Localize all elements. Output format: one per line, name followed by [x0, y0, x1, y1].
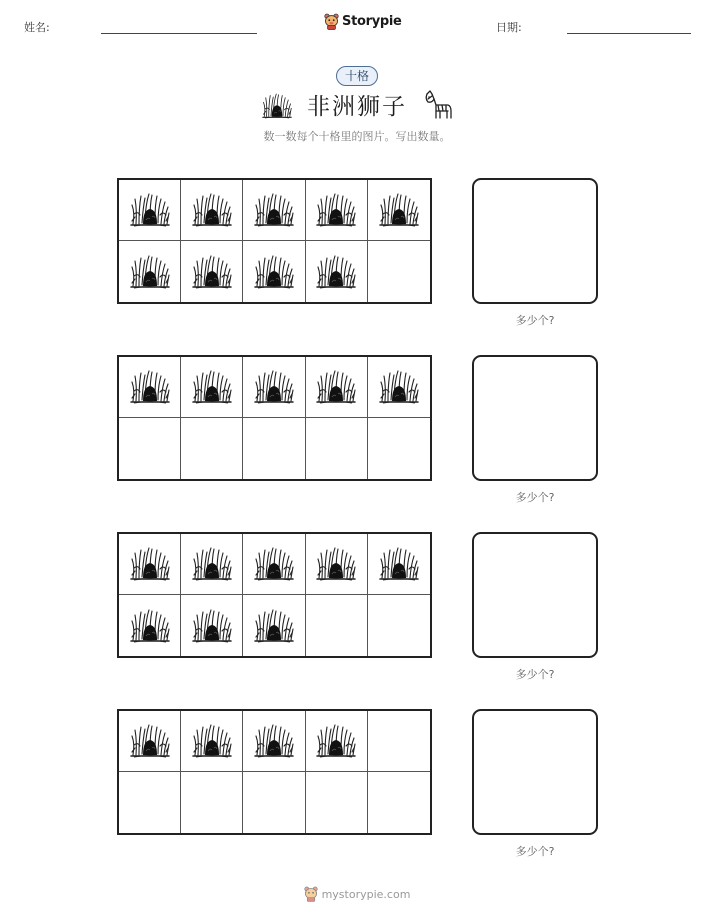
frame-cell	[368, 595, 430, 656]
grass-den-icon	[316, 193, 356, 227]
grass-den-icon	[254, 547, 294, 581]
frame-cell	[368, 711, 430, 772]
grass-den-icon	[192, 193, 232, 227]
frame-cell	[243, 711, 305, 772]
frame-cell	[306, 357, 368, 418]
frame-cell	[368, 241, 430, 302]
name-line[interactable]	[101, 33, 257, 34]
frame-cell	[119, 357, 181, 418]
frame-cell	[119, 180, 181, 241]
how-many-label: 多少个?	[515, 314, 555, 327]
grass-den-icon	[192, 370, 232, 404]
grass-den-icon	[130, 370, 170, 404]
how-many-label: 多少个?	[515, 491, 555, 504]
grass-den-icon	[316, 255, 356, 289]
footer-url[interactable]: mystorypie.com	[321, 887, 411, 901]
frame-cell	[306, 241, 368, 302]
frame-cell	[243, 241, 305, 302]
answer-box[interactable]	[472, 178, 598, 304]
frame-cell	[119, 595, 181, 656]
frame-cell	[181, 241, 243, 302]
grass-den-icon	[192, 724, 232, 758]
page-title: 非洲狮子	[307, 94, 407, 120]
date-line[interactable]	[567, 33, 691, 34]
frame-cell	[119, 772, 181, 833]
frame-cell	[181, 357, 243, 418]
grass-den-icon	[192, 547, 232, 581]
frame-cell	[243, 534, 305, 595]
how-many-label: 多少个?	[515, 845, 555, 858]
grass-den-icon	[130, 609, 170, 643]
brand-name: Storypie	[342, 14, 402, 29]
grass-den-icon	[130, 547, 170, 581]
grass-den-icon	[254, 255, 294, 289]
frame-cell	[306, 534, 368, 595]
answer-box[interactable]	[472, 355, 598, 481]
answer-box[interactable]	[472, 532, 598, 658]
ten-frame-badge: 十格	[336, 66, 378, 86]
frame-cell	[306, 180, 368, 241]
frame-cell	[243, 357, 305, 418]
ten-frame	[117, 709, 432, 835]
grass-den-icon	[316, 547, 356, 581]
ten-frame	[117, 532, 432, 658]
frame-cell	[119, 241, 181, 302]
frame-cell	[181, 711, 243, 772]
grass-den-icon	[254, 609, 294, 643]
date-label: 日期:	[496, 21, 522, 34]
frame-cell	[243, 418, 305, 479]
ten-frame	[117, 178, 432, 304]
frame-cell	[306, 772, 368, 833]
mascot-icon	[324, 13, 339, 30]
frame-cell	[181, 534, 243, 595]
footer	[0, 886, 714, 902]
grass-den-icon	[192, 255, 232, 289]
grass-den-icon	[192, 609, 232, 643]
frame-cell	[119, 418, 181, 479]
frame-cell	[243, 595, 305, 656]
zebra-icon	[423, 90, 453, 120]
frame-cell	[368, 418, 430, 479]
name-label: 姓名:	[24, 21, 50, 34]
frame-cell	[243, 772, 305, 833]
frame-cell	[119, 534, 181, 595]
frame-cell	[306, 595, 368, 656]
grass-den-icon	[130, 724, 170, 758]
frame-cell	[181, 418, 243, 479]
instructions: 数一数每个十格里的图片。写出数量。	[263, 130, 451, 143]
brand-logo	[324, 13, 402, 30]
grass-den-icon	[254, 370, 294, 404]
grass-den-icon	[379, 547, 419, 581]
frame-cell	[119, 711, 181, 772]
frame-cell	[181, 595, 243, 656]
frame-cell	[306, 711, 368, 772]
frame-cell	[368, 180, 430, 241]
frame-cell	[181, 772, 243, 833]
grass-den-icon	[130, 193, 170, 227]
frame-cell	[368, 772, 430, 833]
grass-den-icon	[316, 370, 356, 404]
frame-cell	[306, 418, 368, 479]
frame-cell	[368, 534, 430, 595]
grass-den-icon	[379, 370, 419, 404]
ten-frame	[117, 355, 432, 481]
grass-den-icon	[130, 255, 170, 289]
answer-box[interactable]	[472, 709, 598, 835]
frame-cell	[181, 180, 243, 241]
grass-den-icon	[254, 193, 294, 227]
grass-den-icon	[316, 724, 356, 758]
mascot-icon	[304, 886, 318, 902]
frame-cell	[368, 357, 430, 418]
how-many-label: 多少个?	[515, 668, 555, 681]
grass-den-icon	[254, 724, 294, 758]
frame-cell	[243, 180, 305, 241]
grass-den-icon	[379, 193, 419, 227]
